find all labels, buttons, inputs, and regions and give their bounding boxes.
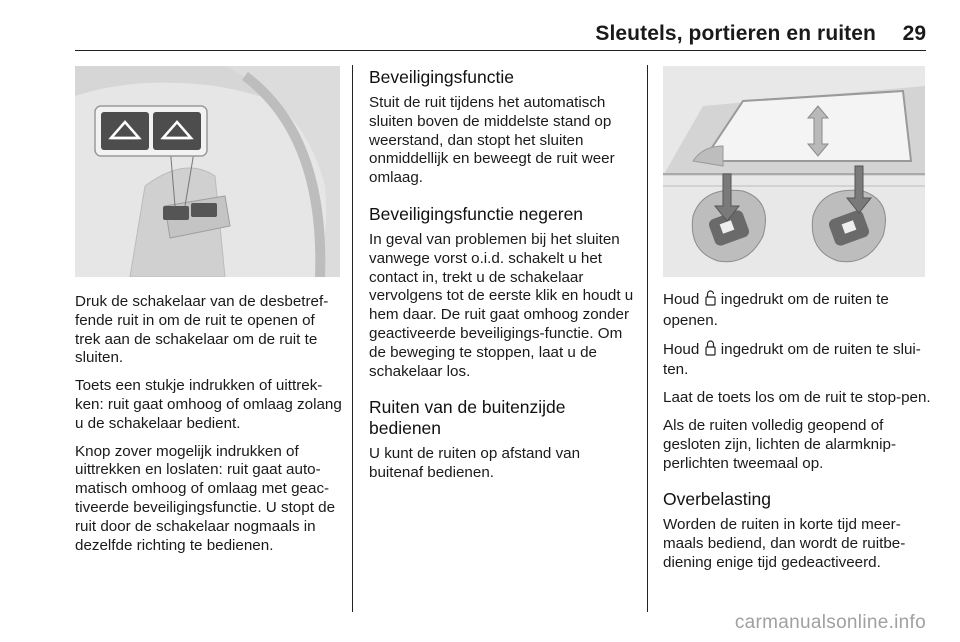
section-heading: Ruiten van de buitenzijde bedienen	[369, 397, 566, 439]
section-heading: Overbelasting	[663, 489, 771, 510]
column-divider	[352, 65, 353, 612]
text: Houd	[663, 340, 700, 358]
paragraph	[663, 340, 931, 381]
paragraph: Stuit de ruit tijdens het automatisch sluiten boven de middelste stand op weerstand, dan stopt het sluiten onmiddellijk en beweegt de ruit weer omlaag.	[369, 94, 615, 187]
paragraph	[663, 290, 931, 331]
paragraph: Worden de ruiten in korte tijd meer-maals bediend, dan wordt de ruitbe-diening enige tijd gedeactiveerd.	[663, 516, 906, 571]
unlock-icon	[705, 290, 716, 312]
remote-window-illustration	[663, 66, 925, 277]
page-title: Sleutels, portieren en ruiten	[595, 22, 876, 45]
paragraph: Druk de schakelaar van de desbetref-fende ruit in om de ruit te openen of trek aan de schakelaar om de ruit te sluiten.	[75, 293, 329, 367]
page-number: 29	[902, 22, 926, 45]
lock-icon	[705, 340, 716, 362]
paragraph: Als de ruiten volledig geopend of gesloten zijn, lichten de alarmknip-perlichten tweemaal op.	[663, 416, 896, 472]
column-divider	[647, 65, 648, 612]
watermark: carmanualsonline.info	[734, 612, 926, 633]
column-2	[369, 67, 637, 492]
header-rule	[75, 50, 926, 51]
remote-window-drawing	[663, 66, 925, 277]
text: ingedrukt om de ruiten te openen.	[663, 291, 889, 329]
section-heading: Beveiligingsfunctie negeren	[369, 203, 584, 224]
paragraph: Toets een stukje indrukken of uittrek-ken: ruit gaat omhoog of omlaag zolang u de schakelaar bedient.	[75, 377, 342, 432]
column-3	[663, 290, 931, 582]
section-heading: Beveiligingsfunctie	[369, 67, 514, 87]
window-switch-drawing	[75, 66, 340, 277]
paragraph: Laat de toets los om de ruit te stop-pen.	[663, 389, 931, 407]
window-switch-illustration	[75, 66, 340, 277]
column-1	[75, 293, 343, 564]
paragraph: Knop zover mogelijk indrukken of uittrekken en loslaten: ruit gaat auto-matisch omhoog of omlaag met geac-tiveerde beveiligingsfunctie. U stopt de ruit door de schakelaar nogmaals in dezelfde richting te bedienen.	[75, 442, 336, 554]
text: Houd	[663, 291, 700, 308]
text: ingedrukt om de ruiten te slui-ten.	[663, 340, 921, 379]
paragraph: In geval van problemen bij het sluiten vanwege vorst o.i.d. schakelt u het contact in, trekt u de schakelaar vervolgens tot de eerste klik en houdt u hem daar. De ruit gaat omhoog zonder geactiveerde beveiligings-functie. Om de beweging te stoppen, laat u de schakelaar los.	[369, 230, 634, 380]
paragraph: U kunt de ruiten op afstand van buitenaf bedienen.	[369, 445, 581, 482]
